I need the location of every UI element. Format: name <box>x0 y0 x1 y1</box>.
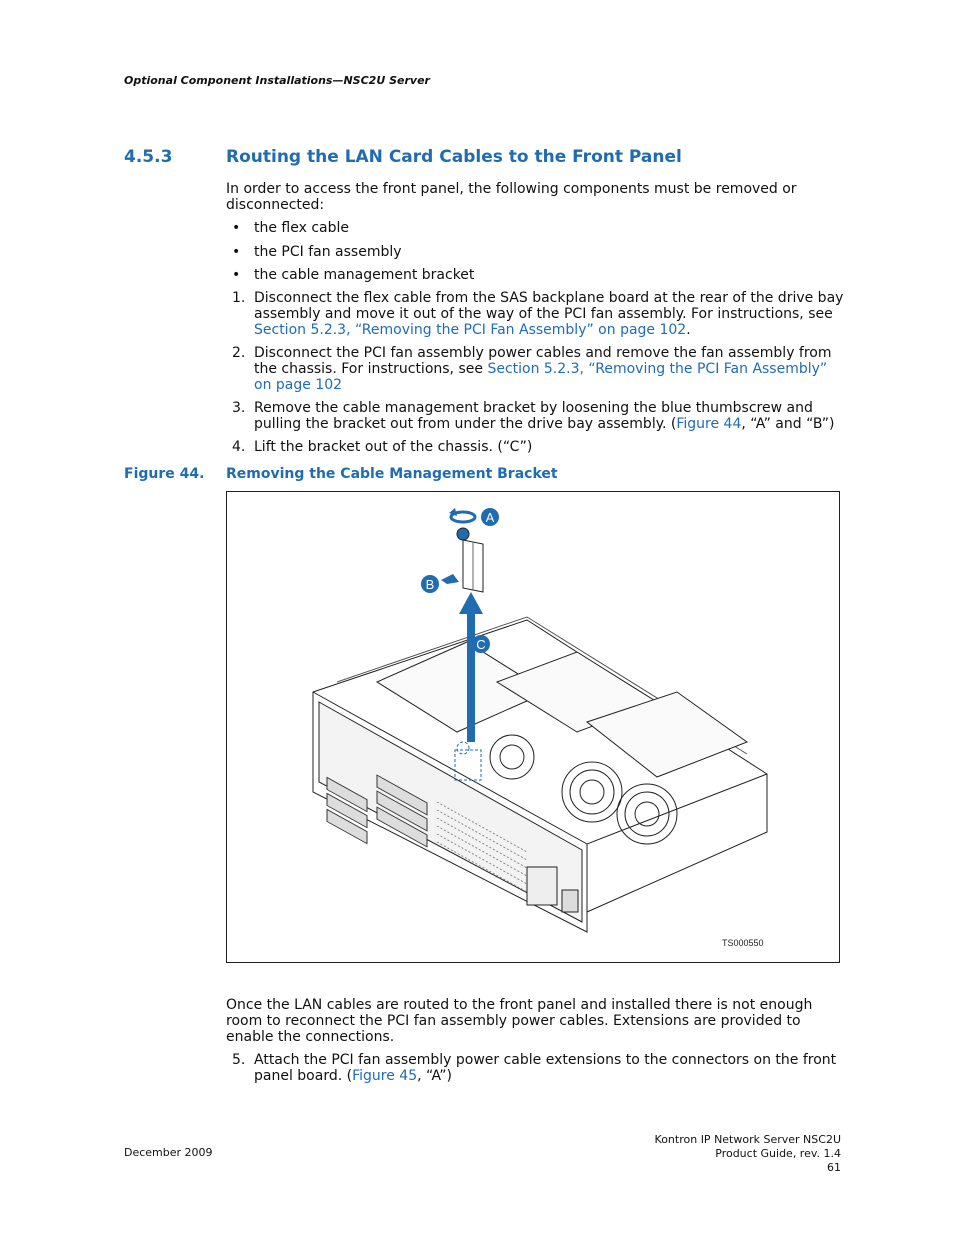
paragraph-extensions: Once the LAN cables are routed to the front panel and installed there is not enough room to reconnect the PCI fan assembly power cables. Extensions are provided to enable the connections. <box>226 997 813 1045</box>
step-number: 2. <box>232 345 246 361</box>
label-b: B <box>425 577 435 592</box>
label-c: C <box>476 637 486 652</box>
rear-connector-panel <box>527 867 557 905</box>
bullet-marker: • <box>232 267 241 283</box>
step-2-text: Disconnect the PCI fan assembly power cables and remove the fan assembly from the chassis. For instructions, see Section 5.2.3, “Removing the PCI Fan Assembly” on page 102 <box>254 345 832 393</box>
bracket-dashed-outline <box>455 742 481 780</box>
figure-44 <box>226 491 840 963</box>
link-section-5-2-3[interactable]: Section 5.2.3, “Removing the PCI Fan Assembly” on page 102 <box>254 361 828 393</box>
bullet-marker: • <box>232 244 241 260</box>
label-a: A <box>485 510 495 525</box>
cable-management-bracket <box>457 528 483 592</box>
bullet-item-flex-cable: the flex cable <box>254 220 350 236</box>
footer-date: December 2009 <box>124 1146 213 1159</box>
figure-image-id: TS000550 <box>722 938 764 948</box>
footer-product-info <box>655 1133 841 1175</box>
section-title: Routing the LAN Card Cables to the Front Panel <box>226 147 682 167</box>
running-header: Optional Component Installations—NSC2U Server <box>124 74 430 87</box>
section-number: 4.5.3 <box>124 147 173 167</box>
step-number: 3. <box>232 400 246 416</box>
footer-page-number: 61 <box>827 1161 841 1174</box>
figure-caption-number: Figure 44. <box>124 466 205 482</box>
fan-2 <box>617 784 677 844</box>
intro-paragraph: In order to access the front panel, the following components must be removed or disconnected: <box>226 181 797 213</box>
link-section-5-2-3[interactable]: Section 5.2.3, “Removing the PCI Fan Assembly” on page 102 <box>254 322 687 338</box>
bullet-item-pci-fan: the PCI fan assembly <box>254 244 402 260</box>
bullet-marker: • <box>232 220 241 236</box>
link-figure-44[interactable]: Figure 44 <box>676 416 742 432</box>
fan-1 <box>562 762 622 822</box>
footer-product: Kontron IP Network Server NSC2U <box>654 1133 841 1146</box>
figure-caption-title: Removing the Cable Management Bracket <box>226 466 558 482</box>
step-4-text: Lift the bracket out of the chassis. (“C”) <box>254 439 533 455</box>
footer-guide: Product Guide, rev. 1.4 <box>715 1147 841 1160</box>
fan-3 <box>490 735 534 779</box>
bullet-item-bracket: the cable management bracket <box>254 267 475 283</box>
step-1-text: Disconnect the flex cable from the SAS backplane board at the rear of the drive bay assembly and move it out of the way of the PCI fan assembly. For instructions, see Section 5.2.3, “Removing the PCI Fan Assembly” on page 102. <box>254 290 844 338</box>
step-number: 4. <box>232 439 246 455</box>
step-3-text: Remove the cable management bracket by loosening the blue thumbscrew and pulling the bracket out from under the drive bay assembly. (Figure 44, “A” and “B”) <box>254 400 835 432</box>
step-number: 5. <box>232 1052 246 1068</box>
step-number: 1. <box>232 290 246 306</box>
link-figure-45[interactable]: Figure 45 <box>352 1068 418 1084</box>
server-illustration <box>227 492 839 962</box>
push-arrow <box>441 574 459 584</box>
step-5-text: Attach the PCI fan assembly power cable extensions to the connectors on the front panel board. (Figure 45, “A”) <box>254 1052 837 1084</box>
